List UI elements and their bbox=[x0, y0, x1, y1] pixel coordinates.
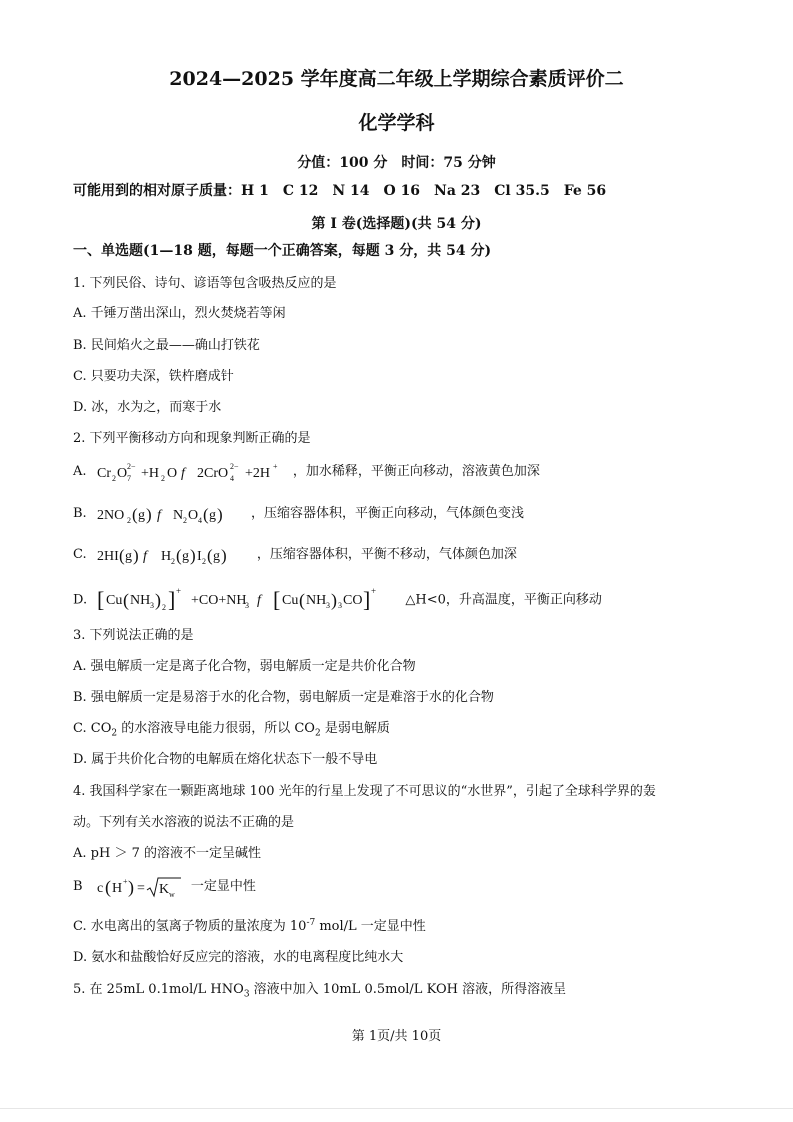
svg-text:(: ( bbox=[131, 504, 138, 524]
q3-option-c bbox=[73, 721, 390, 742]
svg-text:(: ( bbox=[123, 590, 130, 610]
exam-title: 2024—2025 学年度高二年级上学期综合素质评价二 bbox=[169, 68, 624, 90]
q4-option-c bbox=[73, 919, 426, 936]
q2a-formula bbox=[97, 461, 289, 483]
q2-option-d-text: △H<0，升高温度，平衡正向移动 bbox=[405, 592, 602, 608]
q4-option-d: D. 氨水和盐酸恰好反应完的溶液，水的电离程度比纯水大 bbox=[73, 950, 404, 965]
svg-text:g: g bbox=[181, 548, 189, 564]
svg-text:3: 3 bbox=[150, 601, 155, 610]
q2-option-a-text: ，加水稀释，平衡正向移动，溶液黄色加深 bbox=[292, 464, 540, 479]
svg-text:Cu: Cu bbox=[282, 593, 299, 608]
q2-option-d-label: D. bbox=[73, 592, 88, 608]
q1-option-d: D. 冰，水为之，而寒于水 bbox=[73, 400, 222, 415]
svg-text:): ) bbox=[127, 876, 134, 897]
svg-text:2HI: 2HI bbox=[96, 548, 119, 564]
svg-text:=: = bbox=[136, 880, 145, 896]
svg-text:g: g bbox=[124, 548, 132, 564]
svg-text:(: ( bbox=[118, 545, 125, 565]
q1-stem: 1. 下列民俗、诗句、谚语等包含吸热反应的是 bbox=[73, 276, 337, 291]
q3-c-part2: 的水溶液导电能力很弱，所以 CO bbox=[117, 721, 315, 736]
q5-stem-part1: 5. 在 25mL 0.1mol/L HNO bbox=[73, 982, 244, 997]
q1-option-b: B. 民间焰火之最——确山打铁花 bbox=[73, 338, 260, 353]
svg-text:]: ] bbox=[363, 587, 371, 612]
svg-text:7: 7 bbox=[126, 473, 131, 483]
svg-text:3: 3 bbox=[338, 601, 343, 610]
svg-text:4: 4 bbox=[197, 515, 202, 525]
svg-text:g: g bbox=[208, 507, 216, 523]
subject-title: 化学学科 bbox=[358, 112, 435, 134]
svg-text:3: 3 bbox=[245, 601, 250, 610]
svg-text:2: 2 bbox=[170, 556, 175, 566]
svg-text:2: 2 bbox=[126, 515, 131, 525]
q1-option-c: C. 只要功夫深，铁杵磨成针 bbox=[73, 369, 234, 384]
q3-c-sub1: 2 bbox=[111, 728, 118, 739]
svg-text:): ) bbox=[331, 590, 338, 610]
svg-text:+: + bbox=[371, 586, 377, 596]
q4-c-part2: mol/L 一定显中性 bbox=[315, 919, 426, 934]
q5-stem-sub: 3 bbox=[243, 989, 250, 1000]
q2d-formula-svg bbox=[97, 585, 401, 615]
svg-text:Cu: Cu bbox=[106, 593, 123, 608]
q4-option-a: A. pH ＞ 7 的溶液不一定呈碱性 bbox=[73, 846, 261, 861]
svg-text:2CrO: 2CrO bbox=[196, 465, 228, 481]
score-time-line: 分值：100 分 时间：75 分钟 bbox=[297, 155, 496, 171]
svg-text:(: ( bbox=[202, 504, 209, 524]
volume-heading: 第 I 卷(选择题)(共 54 分) bbox=[311, 216, 482, 232]
q2-option-d bbox=[73, 585, 602, 615]
q2-option-b-label: B. bbox=[73, 506, 87, 521]
svg-text:+CO+NH: +CO+NH bbox=[191, 593, 247, 608]
svg-text:g: g bbox=[212, 548, 220, 564]
svg-text:4: 4 bbox=[229, 473, 234, 483]
q2b-formula-svg bbox=[97, 502, 247, 526]
svg-text:2: 2 bbox=[160, 473, 165, 483]
svg-text:f: f bbox=[257, 593, 262, 608]
svg-text:NH: NH bbox=[130, 593, 151, 608]
svg-text:): ) bbox=[216, 504, 223, 524]
svg-text:N: N bbox=[172, 507, 183, 523]
q4b-formula bbox=[97, 874, 187, 900]
q4-c-sup: -7 bbox=[306, 918, 316, 928]
atomic-masses-line: 可能用到的相对原子质量：H 1 C 12 N 14 O 16 Na 23 Cl 35.5 Fe 56 bbox=[73, 183, 607, 199]
svg-text:H: H bbox=[160, 548, 171, 564]
svg-text:(: ( bbox=[206, 545, 213, 565]
svg-text:+: + bbox=[176, 586, 182, 596]
q2-option-c-text: ，压缩容器体积，平衡不移动，气体颜色加深 bbox=[256, 547, 517, 562]
svg-text:(: ( bbox=[299, 590, 306, 610]
svg-text:(: ( bbox=[175, 545, 182, 565]
q5-stem bbox=[73, 982, 566, 1003]
q3-stem: 3. 下列说法正确的是 bbox=[73, 628, 194, 643]
svg-text:): ) bbox=[145, 504, 152, 524]
q5-stem-part2: 溶液中加入 10mL 0.5mol/L KOH 溶液，所得溶液呈 bbox=[249, 982, 567, 997]
svg-text:2NO: 2NO bbox=[96, 507, 125, 523]
svg-text:w: w bbox=[168, 889, 175, 899]
page-footer: 第 1页/共 10页 bbox=[351, 1029, 442, 1044]
q4-option-b-label: B bbox=[73, 879, 83, 894]
svg-text:O: O bbox=[187, 507, 198, 523]
svg-text:f: f bbox=[156, 507, 161, 523]
svg-text:CO: CO bbox=[343, 593, 363, 608]
q2-option-b-text: ，压缩容器体积，平衡正向移动，气体颜色变浅 bbox=[250, 506, 524, 521]
q2a-formula-svg bbox=[97, 461, 289, 483]
svg-text:2: 2 bbox=[111, 473, 116, 483]
svg-text:]: ] bbox=[168, 587, 176, 612]
q3-c-part1: C. CO bbox=[73, 721, 112, 736]
svg-text:2: 2 bbox=[201, 556, 206, 566]
q1-option-a: A. 千锤万凿出深山，烈火焚烧若等闲 bbox=[73, 306, 286, 321]
q2-stem: 2. 下列平衡移动方向和现象判断正确的是 bbox=[73, 431, 311, 446]
svg-text:I: I bbox=[196, 548, 202, 564]
svg-text:+: + bbox=[272, 461, 278, 471]
svg-text:f: f bbox=[180, 465, 185, 481]
svg-text:+: + bbox=[122, 876, 128, 886]
svg-text:g: g bbox=[137, 507, 145, 523]
svg-text:): ) bbox=[155, 590, 162, 610]
q2-option-a bbox=[73, 458, 540, 486]
q2c-formula-svg bbox=[97, 543, 253, 567]
svg-text:+2H: +2H bbox=[244, 465, 270, 481]
svg-text:2−: 2− bbox=[126, 461, 136, 471]
q3-option-a: A. 强电解质一定是离子化合物，弱电解质一定是共价化合物 bbox=[73, 659, 416, 674]
svg-text:O: O bbox=[116, 465, 127, 481]
svg-text:f: f bbox=[142, 548, 147, 564]
section-heading: 一、单选题(1—18 题，每题一个正确答案，每题 3 分，共 54 分) bbox=[73, 243, 492, 259]
q3-option-b: B. 强电解质一定是易溶于水的化合物，弱电解质一定是难溶于水的化合物 bbox=[73, 690, 494, 705]
page-bottom-divider bbox=[0, 1108, 793, 1109]
q2b-formula bbox=[97, 502, 247, 526]
q3-option-d: D. 属于共价化合物的电解质在熔化状态下一般不导电 bbox=[73, 752, 378, 767]
svg-text:2: 2 bbox=[182, 515, 187, 525]
svg-text:H: H bbox=[111, 880, 122, 896]
q4-c-part1: C. 水电离出的氢离子物质的量浓度为 10 bbox=[73, 919, 307, 934]
q2c-formula bbox=[97, 543, 253, 567]
svg-text:c: c bbox=[96, 880, 103, 896]
svg-text:3: 3 bbox=[326, 601, 331, 610]
svg-text:NH: NH bbox=[306, 593, 327, 608]
q2-option-c-label: C. bbox=[73, 547, 87, 562]
svg-text:2−: 2− bbox=[229, 461, 239, 471]
q2-option-c bbox=[73, 541, 517, 569]
svg-text:2: 2 bbox=[162, 603, 167, 612]
svg-text:[: [ bbox=[97, 587, 105, 612]
q4-option-b bbox=[73, 873, 256, 901]
svg-text:O: O bbox=[166, 465, 177, 481]
svg-text:K: K bbox=[158, 881, 169, 897]
svg-text:(: ( bbox=[104, 876, 111, 897]
q4-option-b-text: 一定显中性 bbox=[190, 879, 256, 894]
svg-text:[: [ bbox=[273, 587, 281, 612]
q4-stem-line1: 4. 我国科学家在一颗距离地球 100 光年的行星上发现了不可思议的“水世界”，引起了全球科学界的轰 bbox=[73, 784, 656, 799]
svg-text:+H: +H bbox=[140, 465, 159, 481]
q3-c-part3: 是弱电解质 bbox=[320, 721, 390, 736]
svg-text:): ) bbox=[220, 545, 227, 565]
svg-text:Cr: Cr bbox=[96, 465, 111, 481]
svg-text:): ) bbox=[189, 545, 196, 565]
q2-option-b bbox=[73, 500, 524, 528]
svg-text:): ) bbox=[132, 545, 139, 565]
q2d-formula bbox=[97, 585, 401, 615]
q4b-formula-svg bbox=[97, 874, 187, 900]
q2-option-a-label: A. bbox=[73, 464, 87, 479]
q3-c-sub2: 2 bbox=[314, 728, 321, 739]
q4-stem-line2: 动。下列有关水溶液的说法不正确的是 bbox=[73, 815, 295, 830]
